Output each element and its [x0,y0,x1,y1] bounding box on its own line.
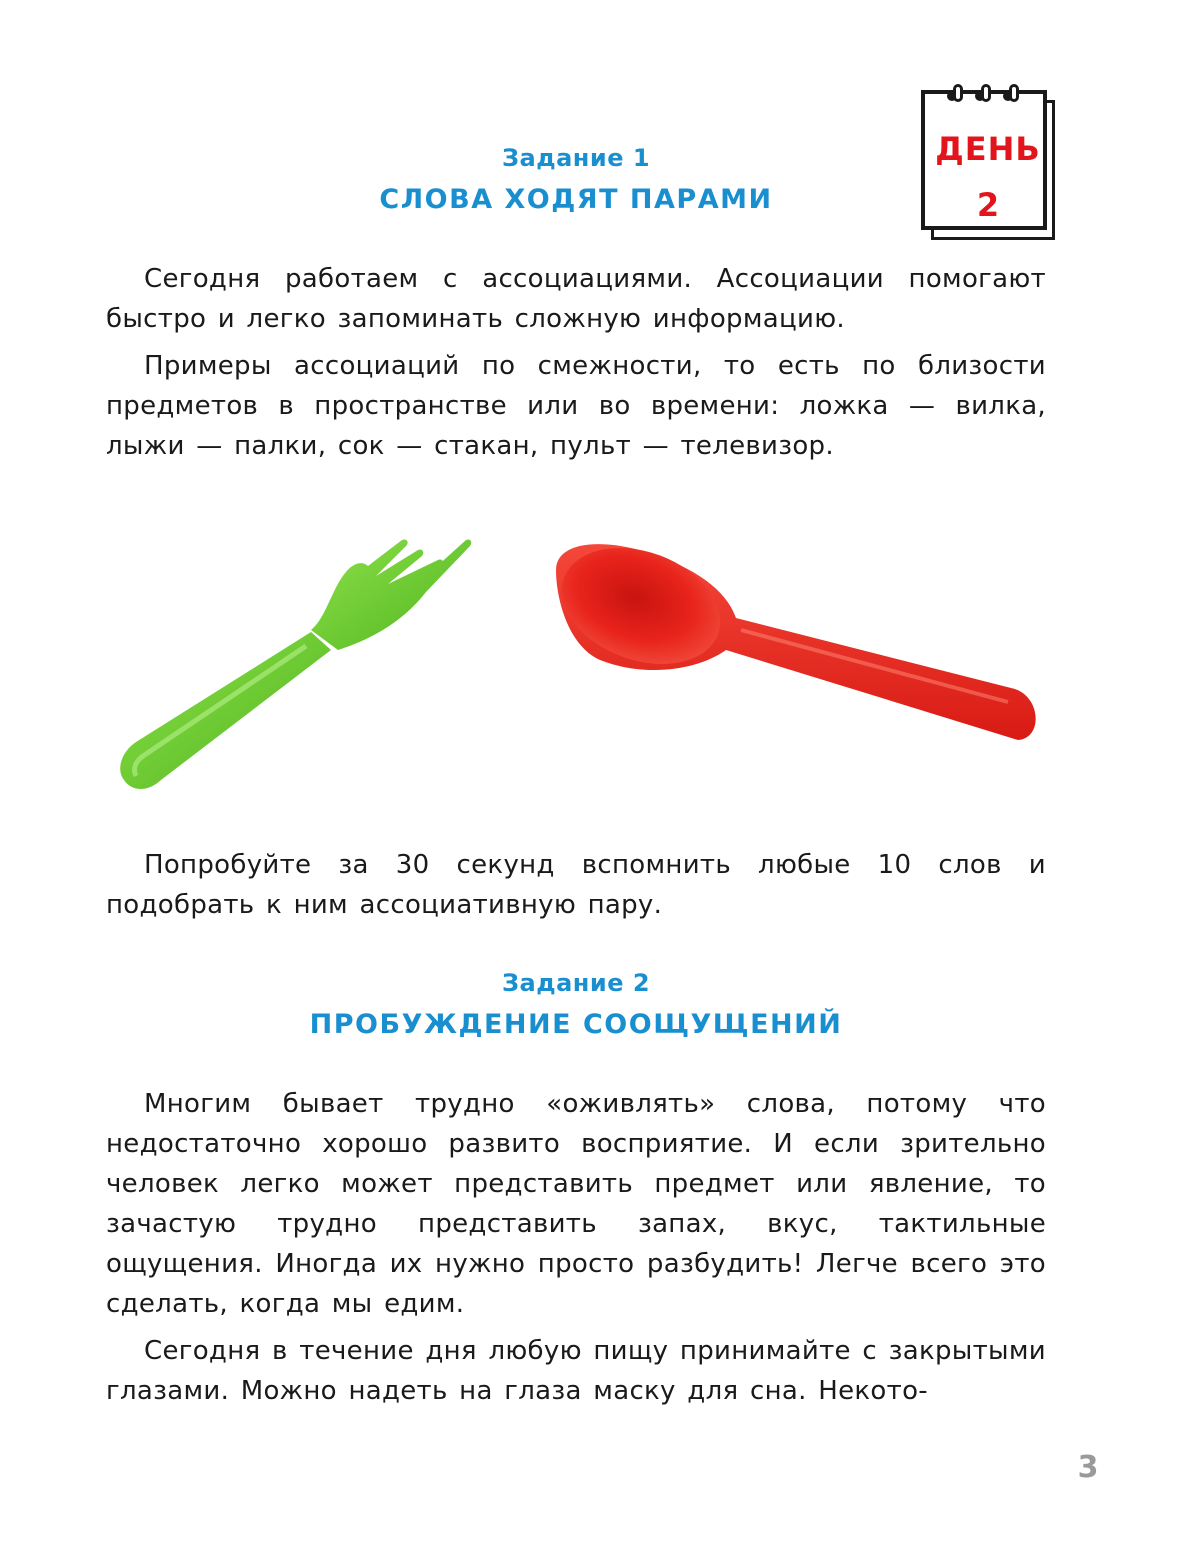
task1-paragraph-2: Примеры ассоциаций по смежности, то есть по близости предметов в пространстве или во времени: ложка — вилка, лыжи — палки, сок — стакан, пульт — телевизор. [106,351,1046,461]
task1-paragraph-1: Сегодня работаем с ассоциациями. Ассоциации помогают быстро и легко запоминать сложную информацию. [106,264,1046,334]
task1-heading [106,143,1046,220]
task2-number: Задание 2 [501,969,651,997]
calendar-ring-icon [981,84,991,102]
task2-heading [106,968,1046,1045]
task2-paragraph-2: Сегодня в течение дня любую пищу принимайте с закрытыми глазами. Можно надеть на глаза маску для сна. Некото- [106,1336,1046,1406]
red-spoon-icon [545,527,1035,740]
fork-and-spoon-image [106,480,1046,820]
badge-day-word: ДЕНЬ [935,130,1041,168]
badge-day-number: 2 [976,186,1000,224]
green-fork-icon [120,539,471,789]
calendar-ring-icon [953,84,963,102]
task2-title: ПРОБУЖДЕНИЕ СООЩУЩЕНИЙ [309,1009,843,1040]
calendar-ring-icon [1009,84,1019,102]
task1-number: Задание 1 [501,144,651,172]
task1-text [106,259,1046,473]
task1-exercise-paragraph: Попробуйте за 30 секунд вспомнить любые 10 слов и подобрать к ним ассоциативную пару. [106,850,1046,920]
task2-paragraph-1: Многим бывает трудно «оживлять» слова, потому что недостаточно хорошо развито восприятие. И если зрительно человек легко может представить предмет или явление, то зачастую трудно представить запах, вкус, тактильные ощущения. Иногда их нужно просто разбудить! Легче всего это сделать, когда мы едим. [106,1089,1046,1319]
page-number: 3 [1077,1450,1099,1485]
task1-exercise-text [106,845,1046,932]
task1-title: СЛОВА ХОДЯТ ПАРАМИ [379,184,773,215]
task2-text [106,1084,1046,1418]
